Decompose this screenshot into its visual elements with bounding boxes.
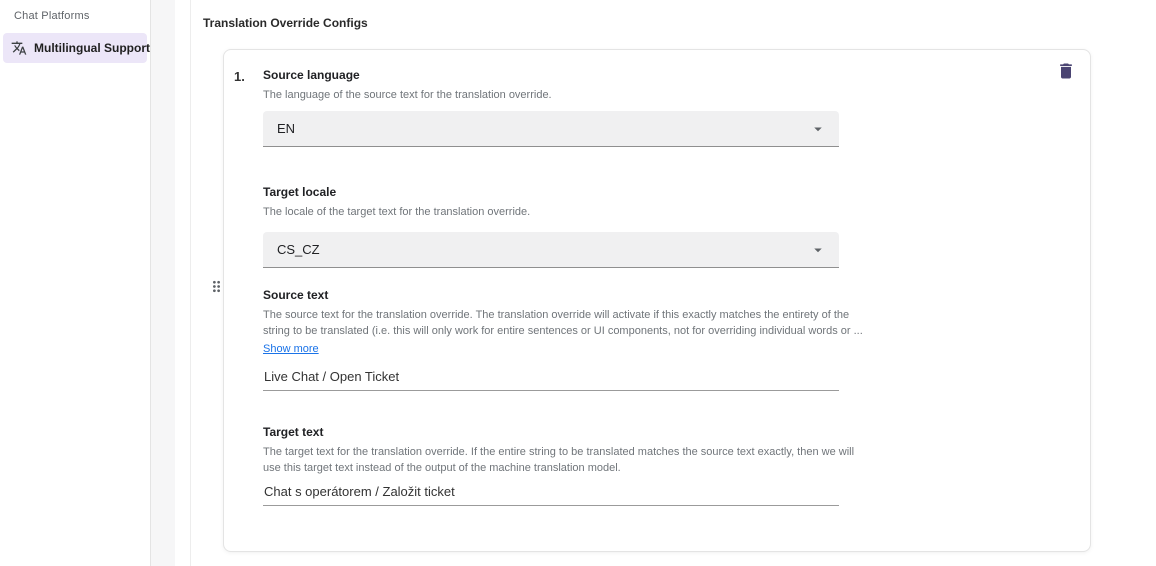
sidebar-item-label: Multilingual Support — [34, 41, 150, 55]
chevron-down-icon — [809, 241, 827, 259]
field-description: The language of the source text for the translation override. — [263, 89, 552, 101]
drag-indicator-icon — [208, 278, 225, 295]
source-text-input[interactable] — [263, 369, 839, 391]
field-source-text — [263, 288, 863, 391]
field-label: Source language — [263, 68, 360, 82]
source-language-select[interactable] — [263, 111, 839, 147]
page-title: Translation Override Configs — [203, 16, 368, 30]
select-value: EN — [277, 121, 296, 136]
config-index: 1. — [234, 69, 245, 84]
show-more-link[interactable]: Show more — [263, 343, 319, 355]
sidebar-item-multilingual-support[interactable] — [3, 33, 150, 63]
sidebar-section-label: Chat Platforms — [14, 10, 90, 22]
field-description: The locale of the target text for the translation override. — [263, 206, 531, 218]
field-target-locale — [263, 185, 839, 268]
target-locale-select[interactable] — [263, 232, 839, 268]
field-target-text — [263, 425, 855, 506]
select-value: CS_CZ — [277, 242, 320, 257]
field-label: Target locale — [263, 185, 337, 199]
field-label: Source text — [263, 288, 329, 302]
translate-icon — [11, 40, 27, 56]
config-card — [223, 49, 1091, 552]
field-description: The target text for the translation override. If the entire string to be translated matches the source text exactly, then we will use this target text instead of the output of the machine translation model. — [263, 446, 855, 474]
sidebar — [0, 0, 151, 566]
delete-button[interactable] — [1054, 59, 1078, 83]
main-content — [191, 0, 1156, 566]
field-source-language — [263, 68, 839, 147]
field-label: Target text — [263, 425, 324, 439]
field-description: The source text for the translation override. The translation override will activate if this exactly matches the entirety of the string to be translated (i.e. this will only work for entire sentences or UI components, not for overriding individual words or ... — [263, 309, 863, 337]
trash-icon — [1056, 61, 1076, 81]
target-text-input[interactable] — [263, 484, 839, 506]
config-fields — [263, 68, 863, 506]
sidebar-gutter — [151, 0, 191, 566]
config-item — [224, 50, 1090, 506]
chevron-down-icon — [809, 120, 827, 138]
drag-handle[interactable] — [207, 278, 225, 296]
